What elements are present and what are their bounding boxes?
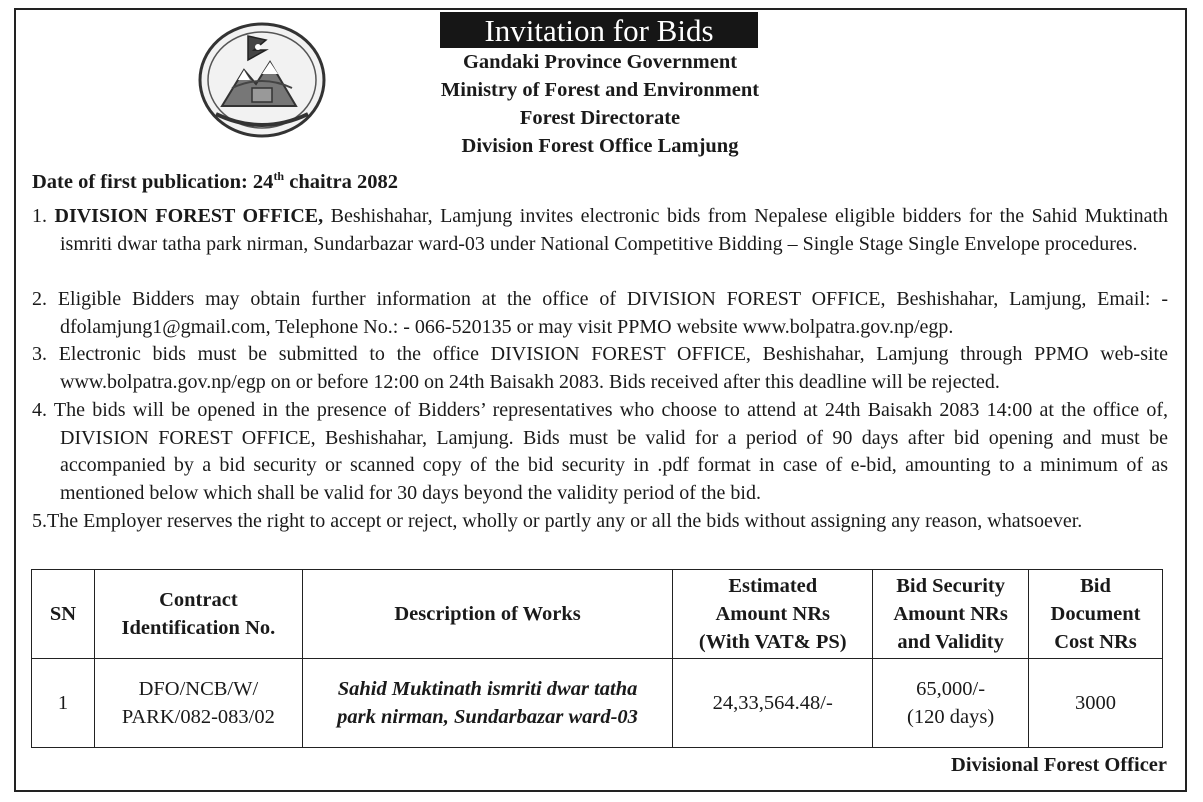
- header-bid-security: [873, 570, 1029, 659]
- notice-title: Invitation for Bids: [440, 12, 758, 48]
- header-description: Description of Works: [302, 570, 673, 659]
- publication-date: [32, 169, 398, 194]
- paragraph-1-text: Beshishahar, Lamjung invites electronic bids from Nepalese eligible bidders for the Sahid Muktinath ismriti dwar tatha park nirman, Sundarbazar ward-03 under National Competitive Bidding – Single Stage Single Envelope procedures.: [60, 205, 1169, 255]
- table-header-row: [32, 570, 1163, 659]
- paragraph-1-office: DIVISION FOREST OFFICE,: [54, 205, 324, 227]
- paragraph-5-text: 5.The Employer reserves the right to accept or reject, wholly or partly any or all the bids without assigning any reason, whatsoever.: [32, 510, 1083, 532]
- paragraph-4: [32, 397, 1168, 507]
- cell-description-line-2: park nirman, Sundarbazar ward-03: [337, 706, 638, 728]
- paragraph-2-text: 2. Eligible Bidders may obtain further information at the office of DIVISION FOREST OFFICE, Beshishahar, Lamjung, Email: - dfolamjung1@gmail.com, Telephone No.: - 066-520135 or may visit PPMO website www.bolpatra.gov.np/egp.: [32, 288, 1168, 338]
- paragraph-1: [32, 203, 1168, 258]
- header-security-line-2: Amount NRs: [893, 603, 1008, 625]
- bid-table: [31, 569, 1163, 748]
- nepal-government-emblem-icon: [192, 14, 332, 142]
- cell-security-line-1: 65,000/-: [916, 678, 986, 700]
- paragraph-3: [32, 341, 1168, 396]
- signoff: Divisional Forest Officer: [951, 754, 1167, 776]
- cell-contract-line-2: PARK/082-083/02: [121, 706, 275, 728]
- paragraph-3-text: 3. Electronic bids must be submitted to the office DIVISION FOREST OFFICE, Beshishahar, Lamjung through PPMO web-site www.bolpatra.gov.np/egp on or before 12:00 on 24th Baisakh 2083. Bids received after this deadline will be rejected.: [32, 343, 1168, 393]
- cell-contract-line-1: DFO/NCB/W/: [138, 678, 259, 700]
- header-security-line-3: and Validity: [897, 631, 1004, 653]
- header-office: Division Forest Office Lamjung: [461, 135, 739, 157]
- header-contract-line-1: Contract: [159, 589, 238, 611]
- paragraph-2: [32, 286, 1168, 341]
- header-estimate-line-1: Estimated: [728, 575, 818, 597]
- header-ministry: Ministry of Forest and Environment: [440, 79, 760, 101]
- publication-sup: th: [273, 169, 285, 183]
- table-row: [32, 659, 1163, 748]
- cell-description-line-1: Sahid Muktinath ismriti dwar tatha: [337, 678, 638, 700]
- header-security-line-1: Bid Security: [896, 575, 1005, 597]
- header-sn: SN: [32, 570, 95, 659]
- cell-sn: 1: [32, 659, 95, 748]
- header-province: Gandaki Province Government: [462, 51, 738, 73]
- cell-document-cost: 3000: [1029, 659, 1163, 748]
- cell-bid-security: [873, 659, 1029, 748]
- header-contract-line-2: Identification No.: [121, 617, 276, 639]
- header-estimate-line-3: (With VAT& PS): [698, 631, 847, 653]
- header-doc-line-1: Bid: [1080, 575, 1111, 597]
- paragraph-1-number: 1.: [32, 205, 47, 227]
- paragraph-4-text: 4. The bids will be opened in the presence of Bidders’ representatives who choose to attend at 24th Baisakh 2083 14:00 at the office of, DIVISION FOREST OFFICE, Beshishahar, Lamjung. Bids must be valid for a period of 90 days after bid opening and must be accompanied by a bid security or scanned copy of the bid security in .pdf format in case of e-bid, amounting to a minimum of as mentioned below which shall be valid for 30 days beyond the validity period of the bid.: [32, 399, 1168, 504]
- header-doc-line-2: Document: [1050, 603, 1141, 625]
- header-estimated-amount: [673, 570, 873, 659]
- header-estimate-line-2: Amount NRs: [715, 603, 830, 625]
- cell-estimated-amount: 24,33,564.48/-: [673, 659, 873, 748]
- publication-rest: chaitra 2082: [284, 170, 398, 193]
- header-doc-line-3: Cost NRs: [1054, 631, 1137, 653]
- header-directorate: Forest Directorate: [519, 107, 681, 129]
- publication-label: Date of first publication: 24: [32, 170, 274, 193]
- header-contract-id: [94, 570, 302, 659]
- cell-contract-id: [94, 659, 302, 748]
- cell-security-line-2: (120 days): [907, 706, 995, 728]
- header-document-cost: [1029, 570, 1163, 659]
- cell-description: [302, 659, 673, 748]
- paragraph-5: [32, 508, 1168, 536]
